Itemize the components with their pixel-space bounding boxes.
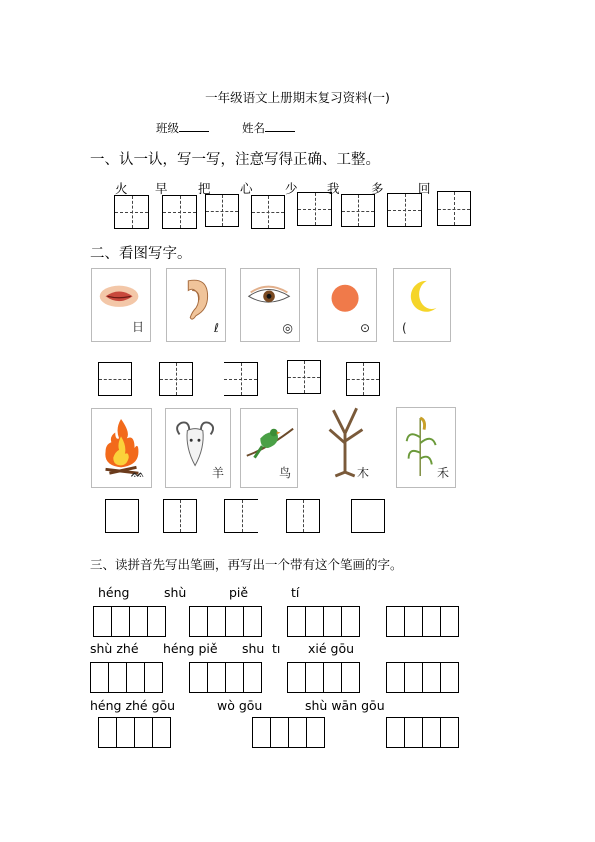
class-field	[156, 119, 209, 136]
writing-grid[interactable]	[98, 362, 132, 396]
moon-picture	[393, 268, 451, 342]
answer-cells[interactable]	[90, 662, 163, 693]
char-3: 把	[198, 181, 211, 196]
section2-heading: 二、看图写字。	[90, 246, 192, 262]
answer-cells[interactable]	[98, 717, 171, 748]
writing-grid[interactable]	[251, 195, 285, 229]
pinyin-label: héng	[98, 585, 130, 600]
answer-cells[interactable]	[386, 662, 459, 693]
pinyin-label: tí	[291, 585, 300, 600]
writing-grid[interactable]	[162, 195, 197, 229]
pinyin-label: tı	[272, 641, 281, 656]
pinyin-label: shu	[242, 641, 265, 656]
writing-grid[interactable]	[105, 499, 139, 533]
answer-cells[interactable]	[287, 606, 360, 637]
pinyin-label: héng zhé gōu	[90, 698, 176, 713]
writing-grid[interactable]	[387, 193, 422, 227]
char-1: 火	[115, 181, 128, 196]
writing-grid[interactable]	[297, 192, 332, 226]
writing-grid[interactable]	[341, 194, 375, 227]
pinyin-label: shù	[164, 585, 187, 600]
tree-glyph: 木	[356, 466, 369, 480]
writing-grid[interactable]	[287, 360, 321, 394]
fire-glyph: ᨐ	[130, 466, 145, 480]
pinyin-label: piě	[229, 585, 249, 600]
char-5: 少	[285, 181, 298, 196]
char-4: 心	[240, 181, 253, 196]
sheep-glyph: 羊	[211, 466, 224, 480]
answer-cells[interactable]	[189, 606, 262, 637]
answer-cells[interactable]	[252, 717, 325, 748]
writing-grid[interactable]	[205, 194, 239, 227]
writing-grid[interactable]	[346, 362, 380, 396]
sheep-picture	[165, 408, 231, 488]
writing-grid[interactable]	[286, 499, 320, 533]
pinyin-label: wò gōu	[217, 698, 263, 713]
grain-picture	[396, 407, 456, 488]
char-8: 回	[418, 181, 431, 196]
writing-grid[interactable]	[224, 499, 258, 533]
char-6: 我	[327, 181, 340, 196]
pinyin-label: shù wān gōu	[305, 698, 385, 713]
eye-picture	[240, 268, 300, 342]
name-label: 姓名	[242, 121, 265, 135]
answer-cells[interactable]	[189, 662, 262, 693]
answer-cells[interactable]	[287, 662, 360, 693]
ear-glyph: ℓ	[214, 321, 219, 335]
mouth-glyph: 日	[131, 320, 144, 334]
moon-glyph: (	[402, 321, 407, 335]
page-title: 一年级语文上册期末复习资料(一)	[205, 90, 390, 105]
pinyin-label: xié gōu	[308, 641, 355, 656]
eye-glyph: ◎	[282, 321, 293, 335]
answer-cells[interactable]	[386, 717, 459, 748]
fire-picture	[91, 408, 152, 488]
name-blank[interactable]	[265, 119, 295, 132]
section1-heading: 一、认一认，写一写，注意写得正确、工整。	[90, 152, 380, 168]
name-field	[242, 119, 295, 136]
writing-grid[interactable]	[224, 362, 258, 396]
sun-picture	[317, 268, 377, 342]
grain-glyph: 禾	[436, 466, 449, 480]
section3-heading: 三、读拼音先写出笔画，再写出一个带有这个笔画的字。	[90, 557, 403, 572]
char-2: 早	[155, 181, 168, 196]
writing-grid[interactable]	[163, 499, 197, 533]
ear-picture	[166, 268, 226, 342]
writing-grid[interactable]	[159, 362, 193, 396]
sun-glyph: ⊙	[359, 321, 370, 335]
mouth-picture	[91, 268, 151, 342]
pinyin-label: shù zhé	[90, 641, 139, 656]
class-blank[interactable]	[179, 119, 209, 132]
answer-cells[interactable]	[386, 606, 459, 637]
writing-grid[interactable]	[351, 499, 385, 533]
bird-picture	[240, 408, 298, 488]
writing-grid[interactable]	[437, 191, 471, 226]
bird-glyph: 鸟	[278, 466, 291, 480]
writing-grid[interactable]	[114, 195, 149, 229]
char-7: 多	[371, 181, 384, 196]
pinyin-label: héng piě	[163, 641, 218, 656]
answer-cells[interactable]	[93, 606, 166, 637]
class-label: 班级	[156, 121, 179, 135]
tree-picture	[315, 403, 376, 488]
